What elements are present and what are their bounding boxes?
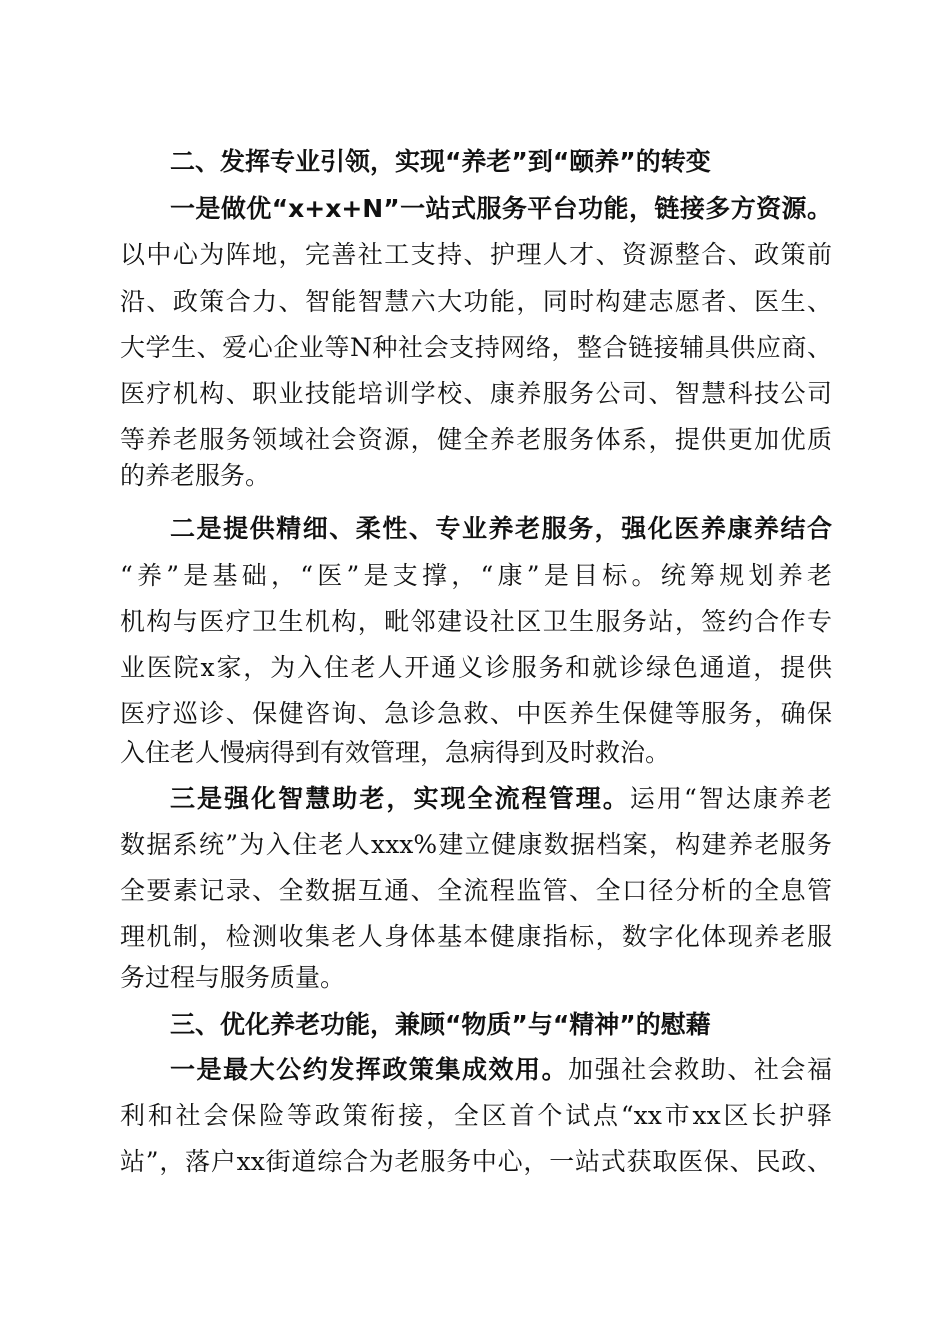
- paragraph-3-line: 数据系统”为入住老人xxx%建立健康数据档案，构建养老服务: [120, 830, 832, 859]
- paragraph-4-first-rest: 加强社会救助、社会福: [568, 1055, 832, 1084]
- paragraph-1-line: 等养老服务领域社会资源，健全养老服务体系，提供更加优质: [120, 425, 832, 454]
- paragraph-4-lead: 一是最大公约发挥政策集成效用。: [170, 1055, 569, 1084]
- paragraph-1-line: 医疗机构、职业技能培训学校、康养服务公司、智慧科技公司: [120, 379, 832, 408]
- paragraph-1-line: 沿、政策合力、智能智慧六大功能，同时构建志愿者、医生、: [120, 287, 832, 316]
- paragraph-2-lead: 二是提供精细、柔性、专业养老服务，强化医养康养结合: [170, 514, 832, 543]
- paragraph-3-line: 全要素记录、全数据互通、全流程监管、全口径分析的全息管: [120, 876, 832, 905]
- paragraph-2-line: “养”是基础，“医”是支撑，“康”是目标。统筹规划养老: [120, 561, 832, 590]
- paragraph-1-lead: 一是做优“x+x+N”一站式服务平台功能，链接多方资源。: [170, 194, 832, 223]
- section-heading-3: 三、优化养老功能，兼顾“物质”与“精神”的慰藉: [170, 1010, 711, 1039]
- paragraph-1-line: 的养老服务。: [120, 461, 271, 490]
- paragraph-3-first-rest: 运用“智达康养老: [629, 784, 832, 813]
- paragraph-3-lead: 三是强化智慧助老，实现全流程管理。: [170, 784, 630, 813]
- paragraph-4-first-line: [170, 1055, 832, 1085]
- paragraph-4-line: 站”，落户xx街道综合为老服务中心，一站式获取医保、民政、: [120, 1147, 832, 1176]
- paragraph-2-line: 医疗巡诊、保健咨询、急诊急救、中医养生保健等服务，确保: [120, 699, 832, 728]
- paragraph-4-line: 利和社会保险等政策衔接，全区首个试点“xx市xx区长护驿: [120, 1101, 832, 1130]
- paragraph-2-line: 业医院x家，为入住老人开通义诊服务和就诊绿色通道，提供: [120, 653, 832, 682]
- paragraph-3-first-line: [170, 784, 832, 814]
- paragraph-3-line: 理机制，检测收集老人身体基本健康指标，数字化体现养老服: [120, 922, 832, 951]
- paragraph-3-line: 务过程与服务质量。: [120, 963, 346, 992]
- paragraph-1-line: 大学生、爱心企业等N种社会支持网络，整合链接辅具供应商、: [120, 333, 832, 362]
- section-heading-2: 二、发挥专业引领，实现“养老”到“颐养”的转变: [170, 147, 711, 176]
- paragraph-1-line: 以中心为阵地，完善社工支持、护理人才、资源整合、政策前: [120, 240, 832, 269]
- paragraph-2-line: 入住老人慢病得到有效管理，急病得到及时救治。: [120, 738, 671, 767]
- paragraph-2-line: 机构与医疗卫生机构，毗邻建设社区卫生服务站，签约合作专: [120, 607, 832, 636]
